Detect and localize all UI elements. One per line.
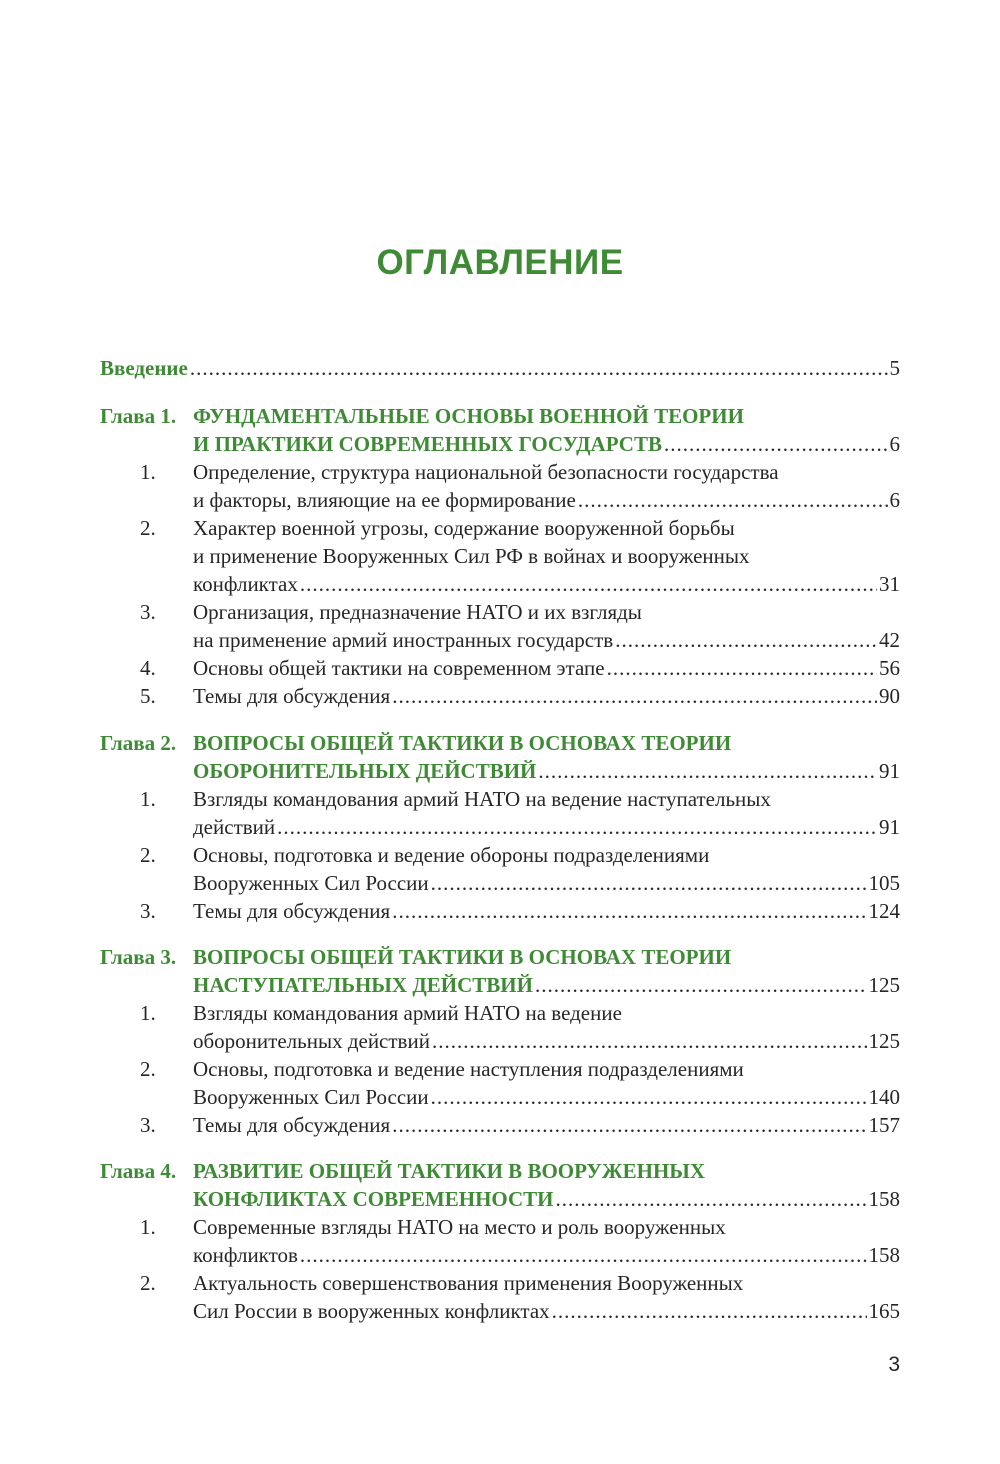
chapter-2-label: Глава 2. <box>100 731 177 755</box>
section-4-2-line-2[interactable]: Сил России в вооруженных конфликтах ..... 165 <box>193 1297 900 1325</box>
section-1-2-line-3[interactable]: конфликтах ..... 31 <box>193 570 900 598</box>
section-number: 2. <box>140 1271 156 1295</box>
intro-label: Введение <box>100 356 188 380</box>
leader-dots <box>190 354 888 382</box>
section-number: 1. <box>140 1001 156 1025</box>
section-2-1-line-1[interactable]: Взгляды командования армий НАТО на ведение наступательных <box>193 787 771 811</box>
chapter-4-title-line-1[interactable]: РАЗВИТИЕ ОБЩЕЙ ТАКТИКИ В ВООРУЖЕННЫХ <box>193 1159 706 1183</box>
chapter-1-title-line-2[interactable]: И ПРАКТИКИ СОВРЕМЕННЫХ ГОСУДАРСТВ ..... 6 <box>193 430 900 458</box>
section-3-2-line-2[interactable]: Вооруженных Сил России ..... 140 <box>193 1083 900 1111</box>
chapter-4-title-line-2[interactable]: КОНФЛИКТАХ СОВРЕМЕННОСТИ ..... 158 <box>193 1185 900 1213</box>
section-number: 2. <box>140 843 156 867</box>
section-number: 3. <box>140 600 156 624</box>
section-4-1-line-2[interactable]: конфликтов ..... 158 <box>193 1241 900 1269</box>
leader-dots <box>578 486 888 514</box>
section-2-2-line-1[interactable]: Основы, подготовка и ведение обороны подразделениями <box>193 843 710 867</box>
section-4-2-line-1[interactable]: Актуальность совершенствования применения Вооруженных <box>193 1271 744 1295</box>
section-number: 2. <box>140 1057 156 1081</box>
section-2-1-line-2[interactable]: действий ..... 91 <box>193 813 900 841</box>
section-1-1-line-2[interactable]: и факторы, влияющие на ее формирование ..... 6 <box>193 486 900 514</box>
section-page: 158 <box>868 1243 900 1267</box>
section-number: 5. <box>140 684 156 708</box>
section-page: 6 <box>889 488 900 512</box>
section-page: 56 <box>879 656 900 680</box>
section-1-3-line-2[interactable]: на применение армий иностранных государств ..... 42 <box>193 626 900 654</box>
leader-dots <box>300 1241 867 1269</box>
section-page: 157 <box>868 1113 900 1137</box>
leader-dots <box>535 971 867 999</box>
chapter-2-title-line-2[interactable]: ОБОРОНИТЕЛЬНЫХ ДЕЙСТВИЙ ..... 91 <box>193 757 900 785</box>
chapter-3-label: Глава 3. <box>100 945 177 969</box>
section-1-2-line-2[interactable]: и применение Вооруженных Сил РФ в войнах и вооруженных <box>193 544 750 568</box>
intro-page: 5 <box>889 356 900 380</box>
chapter-3-title-line-1[interactable]: ВОПРОСЫ ОБЩЕЙ ТАКТИКИ В ОСНОВАХ ТЕОРИИ <box>193 945 732 969</box>
chapter-4-label: Глава 4. <box>100 1159 177 1183</box>
leader-dots <box>432 1027 867 1055</box>
section-3-1-line-1[interactable]: Взгляды командования армий НАТО на ведение <box>193 1001 622 1025</box>
leader-dots <box>392 682 877 710</box>
leader-dots <box>538 757 877 785</box>
leader-dots <box>431 869 867 897</box>
section-number: 1. <box>140 1215 156 1239</box>
section-number: 4. <box>140 656 156 680</box>
section-page: 42 <box>879 628 900 652</box>
leader-dots <box>552 1297 867 1325</box>
section-1-1-line-1[interactable]: Определение, структура национальной безопасности государства <box>193 460 779 484</box>
leader-dots <box>277 813 877 841</box>
leader-dots <box>607 654 877 682</box>
chapter-1-label: Глава 1. <box>100 404 177 428</box>
section-1-4-line-1[interactable]: Основы общей тактики на современном этапе ..... 56 <box>193 654 900 682</box>
section-number: 3. <box>140 1113 156 1137</box>
section-1-2-line-1[interactable]: Характер военной угрозы, содержание вооруженной борьбы <box>193 516 735 540</box>
leader-dots <box>392 1111 866 1139</box>
section-3-3-line-1[interactable]: Темы для обсуждения ..... 157 <box>193 1111 900 1139</box>
toc-entry-intro[interactable] <box>100 354 900 382</box>
section-number: 1. <box>140 460 156 484</box>
section-1-5-line-1[interactable]: Темы для обсуждения ..... 90 <box>193 682 900 710</box>
chapter-3-title-line-2[interactable]: НАСТУПАТЕЛЬНЫХ ДЕЙСТВИЙ ..... 125 <box>193 971 900 999</box>
section-page: 90 <box>879 684 900 708</box>
section-1-3-line-1[interactable]: Организация, предназначение НАТО и их взгляды <box>193 600 642 624</box>
section-4-1-line-1[interactable]: Современные взгляды НАТО на место и роль вооруженных <box>193 1215 726 1239</box>
chapter-2-page: 91 <box>879 759 900 783</box>
chapter-1-title-line-1[interactable]: ФУНДАМЕНТАЛЬНЫЕ ОСНОВЫ ВОЕННОЙ ТЕОРИИ <box>193 404 744 428</box>
chapter-4-page: 158 <box>868 1187 900 1211</box>
page-number: 3 <box>888 1353 900 1376</box>
section-page: 165 <box>868 1299 900 1323</box>
section-3-2-line-1[interactable]: Основы, подготовка и ведение наступления подразделениями <box>193 1057 744 1081</box>
section-2-2-line-2[interactable]: Вооруженных Сил России ..... 105 <box>193 869 900 897</box>
chapter-3-page: 125 <box>868 973 900 997</box>
section-2-3-line-1[interactable]: Темы для обсуждения ..... 124 <box>193 897 900 925</box>
leader-dots <box>556 1185 867 1213</box>
leader-dots <box>615 626 877 654</box>
page-title: ОГЛАВЛЕНИЕ <box>376 243 624 283</box>
section-number: 2. <box>140 516 156 540</box>
section-3-1-line-2[interactable]: оборонительных действий ..... 125 <box>193 1027 900 1055</box>
section-page: 91 <box>879 815 900 839</box>
leader-dots <box>664 430 888 458</box>
section-page: 140 <box>868 1085 900 1109</box>
leader-dots <box>431 1083 867 1111</box>
chapter-2-title-line-1[interactable]: ВОПРОСЫ ОБЩЕЙ ТАКТИКИ В ОСНОВАХ ТЕОРИИ <box>193 731 732 755</box>
chapter-1-page: 6 <box>889 432 900 456</box>
section-page: 124 <box>868 899 900 923</box>
section-number: 3. <box>140 899 156 923</box>
section-page: 125 <box>868 1029 900 1053</box>
leader-dots <box>392 897 866 925</box>
section-page: 31 <box>879 572 900 596</box>
section-page: 105 <box>868 871 900 895</box>
section-number: 1. <box>140 787 156 811</box>
leader-dots <box>300 570 877 598</box>
